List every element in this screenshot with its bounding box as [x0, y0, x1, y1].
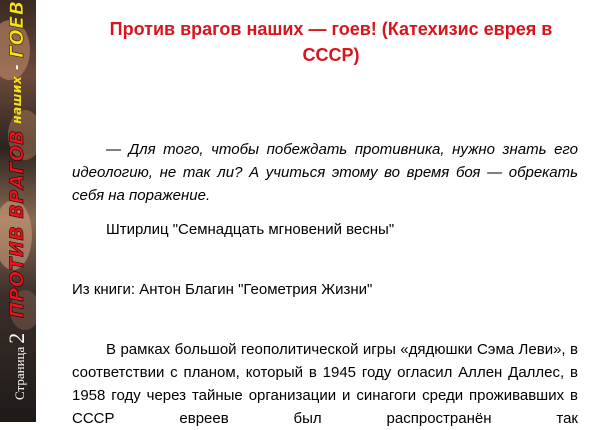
page-number-label	[4, 320, 32, 400]
body-paragraph: В рамках большой геополитической игры «дядюшки Сэма Леви», в соответствии с планом, который в 1945 году огласил Аллен Даллес, в 1958 году через тайные организации и синагоги среди проживавших в СССР евреев был распространён так	[72, 341, 578, 427]
sidebar-banner	[0, 0, 36, 422]
sidebar-title-separator: -	[9, 64, 25, 70]
sidebar-title-end: ГОЕВ	[6, 0, 28, 59]
document-content	[72, 16, 578, 430]
sidebar-title-main: ПРОТИВ ВРАГОВ	[6, 129, 28, 318]
epigraph-author: Штирлиц "Семнадцать мгновений весны"	[106, 221, 395, 238]
sidebar-title	[3, 0, 31, 318]
sidebar-title-small: наших	[10, 75, 24, 124]
page-number: 2	[4, 332, 29, 344]
page-word: Страница	[12, 346, 27, 400]
source-line: Из книги: Антон Благин "Геометрия Жизни"	[72, 281, 373, 298]
document-title: Против врагов наших — гоев! (Катехизис еврея в СССР)	[109, 19, 553, 65]
epigraph-text: — Для того, чтобы побеждать противника, нужно знать его идеологию, не так ли? А учиться этому во время боя — обрекать себя на поражение.	[72, 141, 578, 204]
